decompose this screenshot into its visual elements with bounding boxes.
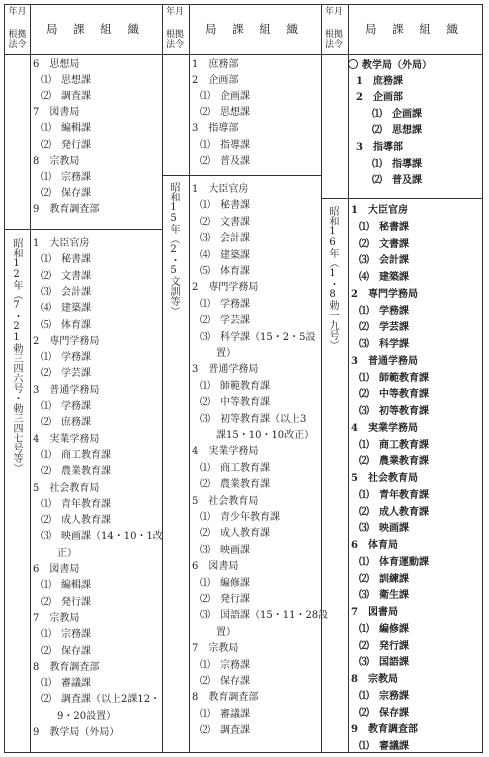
bureau-item: 6 図書局 (33, 564, 80, 575)
col1-era-label: 昭和12年（7・21勅三四六号・勅三四七号等） (11, 238, 22, 473)
section-item: ⑴ 企画課 (200, 91, 250, 103)
col3-law-header: 根拠法令 (324, 30, 343, 50)
section-item: ⑴ 宗務課 (200, 659, 250, 671)
section-item: ⑶ 会計課 (359, 255, 409, 267)
section-item: ⑵ 普及課 (200, 155, 250, 167)
section-item: ⑴ 商工教育課 (359, 439, 429, 451)
section-item: ⑴ 体育運動課 (359, 556, 429, 568)
section-item: ⑴ 学務課 (41, 352, 91, 364)
col3-divider (348, 5, 349, 752)
section-item: ⑸ 体育課 (41, 319, 91, 331)
section-item: ⑴ 宗務課 (41, 629, 91, 641)
section-item: ⑵ 文書課 (41, 270, 91, 282)
col1-year-header: 年月 (8, 7, 27, 17)
section-item: ⑶ 衛生課 (359, 590, 409, 602)
bureau-item: 6 体育局 (351, 540, 398, 551)
col1-divider (30, 5, 31, 752)
section-item: 9・20設置） (57, 710, 117, 722)
col2-title-header: 局 課 組 織 (205, 22, 304, 36)
section-item: ⑴ 宗務課 (41, 171, 91, 183)
bureau-item: 8 宗教局 (33, 155, 80, 167)
bureau-item: 3 普通学務局 (33, 384, 100, 396)
section-item: ⑵ 成人教育課 (200, 528, 270, 540)
section-item: ⑴ 指導課 (200, 139, 250, 151)
bureau-item: 2 専門学務局 (33, 335, 100, 347)
bureau-item: 6 思想局 (33, 59, 80, 70)
section-item: ⑵ 普及課 (372, 175, 422, 187)
bureau-item: 2 専門学務局 (351, 288, 418, 300)
bureau-item: 4 実業学務局 (192, 446, 259, 458)
col3-year-header: 年月 (324, 7, 343, 17)
section-item: ⑶ 映画課（14・10・1改 (41, 531, 163, 543)
section-item: ⑴ 商工教育課 (41, 449, 111, 461)
section-item: ⑵ 思想課 (372, 125, 422, 137)
section-item: ⑴ 学務課 (200, 298, 250, 310)
section-item: ⑸ 体育課 (200, 266, 250, 277)
section-item: ⑷ 建築課 (41, 303, 91, 315)
section-item: ⑶ 映画課 (200, 544, 250, 556)
section-item: ⑵ 農業教育課 (41, 466, 111, 478)
col-divider-2 (321, 5, 322, 752)
bureau-item: 8 宗教局 (351, 674, 398, 685)
section-item: ⑵ 農業教育課 (200, 479, 270, 491)
section-item: ⑵ 庶務課 (41, 417, 91, 429)
bureau-item: 1 庶務部 (192, 59, 239, 70)
col3-era-divider (322, 198, 482, 199)
section-item: 置） (216, 348, 236, 359)
section-item: ⑴ 師範教育課 (200, 380, 270, 392)
col-divider-1 (162, 5, 163, 752)
section-item: ⑶ 会計課 (41, 286, 91, 298)
section-item: ⑵ 学芸課 (359, 322, 409, 334)
section-item: ⑶ 科学課（15・2・5設 (200, 331, 316, 343)
bureau-item: 8 教育調査部 (192, 692, 259, 704)
section-item: ⑴ 青少年教育課 (200, 512, 280, 523)
section-item: ⑴ 師範教育課 (359, 372, 429, 384)
section-item: ⑴ 企画課 (372, 108, 422, 120)
bureau-item: 5 社会教育局 (351, 473, 418, 484)
bureau-item: 教学局（外局） (348, 59, 432, 72)
bureau-item: 2 専門学務局 (192, 282, 259, 294)
section-item: ⑶ 会計課 (200, 233, 250, 245)
bureau-item: 1 大臣官房 (192, 184, 249, 195)
bureau-item: 5 社会教育局 (192, 495, 259, 507)
section-item: ⑶ 映画課 (359, 523, 409, 535)
section-item: ⑵ 中等教育課 (200, 397, 270, 409)
section-item: ⑵ 文書課 (359, 238, 409, 250)
section-item: ⑵ 中等教育課 (359, 389, 429, 401)
bureau-item: 7 宗教局 (192, 643, 239, 655)
section-item: ⑴ 青年教育課 (359, 489, 429, 501)
section-item: ⑴ 編修課 (359, 623, 409, 635)
bureau-item: 8 教育調査部 (33, 661, 100, 673)
section-item: ⑵ 調査課 (41, 91, 91, 103)
section-item: ⑵ 文書課 (200, 216, 250, 228)
col1-title-header: 局 課 組 織 (46, 22, 145, 36)
section-item: ⑶ 国語課 (359, 657, 409, 669)
section-item: ⑵ 成人教育課 (359, 506, 429, 518)
bureau-item: 2 企画部 (192, 75, 239, 87)
section-item: ⑴ 編輯課 (41, 580, 91, 592)
col3-era-label: 昭和16年（1・8勅一九号） (327, 206, 338, 350)
bureau-item: 9 教学局（外局） (33, 727, 120, 738)
section-item: ⑴ 秘書課 (359, 221, 409, 233)
bureau-item: 6 図書局 (192, 561, 239, 573)
section-item: ⑴ 思想課 (41, 75, 91, 87)
bureau-item: 5 社会教育局 (33, 482, 100, 494)
section-item: ⑵ 保存課 (41, 187, 91, 199)
bureau-item: 9 教育調査部 (351, 724, 418, 736)
section-item: ⑴ 学務課 (359, 305, 409, 317)
section-item: ⑵ 学芸課 (41, 368, 91, 380)
section-item: ⑴ 青年教育課 (41, 498, 111, 510)
bureau-item: 1 大臣官房 (33, 238, 90, 249)
section-item: ⑴ 審議課 (359, 741, 409, 752)
section-item: ⑴ 学務課 (41, 401, 91, 412)
section-item: ⑵ 発行課 (41, 596, 91, 608)
section-item: 2 企画部 (356, 92, 403, 104)
col2-era-label: 昭和15年（2・5文訓等） (168, 182, 179, 316)
section-item: ⑴ 秘書課 (200, 200, 250, 212)
bureau-item: 7 図書局 (33, 107, 80, 119)
section-item: ⑵ 思想課 (200, 107, 250, 119)
section-item: ⑵ 成人教育課 (41, 515, 111, 527)
bureau-item: 3 普通学務局 (192, 364, 259, 376)
section-item: ⑵ 調査課 (200, 725, 250, 737)
section-item: ⑵ 発行課 (359, 640, 409, 652)
col1-era-divider (5, 229, 163, 230)
section-item: ⑴ 宗務課 (359, 690, 409, 702)
section-item: ⑶ 科学課 (359, 339, 409, 350)
bureau-item: 1 大臣官房 (351, 205, 408, 216)
bureau-item: 9 教育調査部 (33, 203, 100, 215)
bureau-item: 4 実業学務局 (351, 422, 418, 434)
col2-law-header: 根拠法令 (165, 30, 184, 50)
section-item: ⑵ 保存課 (200, 676, 250, 687)
section-item: ⑶ 初等教育課 (359, 406, 429, 417)
col2-year-header: 年月 (165, 7, 184, 17)
bureau-item: 7 図書局 (351, 607, 398, 618)
section-item: ⑴ 秘書課 (41, 254, 91, 266)
section-item: ⑵ 調査課（以上2課12・ (41, 694, 161, 706)
section-item: ⑵ 保存課 (41, 645, 91, 657)
section-item: ⑵ 保存課 (359, 707, 409, 719)
section-item: ⑴ 編修課 (200, 577, 250, 589)
section-item: ⑵ 農業教育課 (359, 456, 429, 468)
section-item: ⑴ 審議課 (200, 708, 250, 720)
section-item: ⑵ 訓練課 (359, 573, 409, 585)
bureau-item: 3 普通学務局 (351, 355, 418, 367)
section-item: ⑵ 発行課 (200, 594, 250, 605)
section-item: ⑴ 商工教育課 (200, 462, 270, 474)
section-item: 3 指導部 (356, 142, 403, 153)
col3-title-header: 局 課 組 織 (365, 22, 464, 36)
section-item: ⑴ 審議課 (41, 678, 91, 690)
section-item: 課15・10・10改正） (216, 430, 315, 441)
section-item: ⑶ 初等教育課（以上3 (200, 413, 307, 425)
section-item: 置） (216, 626, 236, 638)
section-item: ⑷ 建築課 (200, 249, 250, 261)
section-item: 正） (57, 547, 77, 559)
section-item: ⑴ 編輯課 (41, 123, 91, 135)
circle-mark-icon (348, 59, 358, 69)
bureau-item: 3 指導部 (192, 123, 239, 135)
section-item: ⑵ 発行課 (41, 139, 91, 151)
bureau-item: 7 宗教局 (33, 612, 80, 624)
section-item: ⑴ 指導課 (372, 158, 422, 170)
bureau-item: 4 実業学務局 (33, 433, 100, 445)
col2-era-divider (163, 175, 322, 176)
section-item: ⑷ 建築課 (359, 272, 409, 283)
section-item: ⑶ 国語課（15・11・28設 (200, 610, 329, 622)
col2-divider (189, 5, 190, 752)
section-item: ⑵ 学芸課 (200, 315, 250, 327)
header-divider (5, 54, 482, 55)
col1-law-header: 根拠法令 (8, 30, 27, 50)
section-item: 1 庶務課 (356, 75, 403, 87)
